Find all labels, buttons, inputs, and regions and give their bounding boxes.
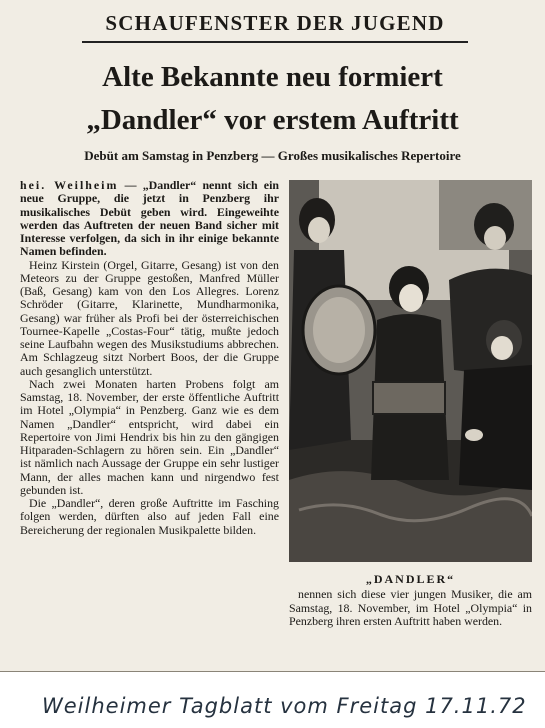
- caption-title: „DANDLER“: [365, 572, 456, 586]
- article-paragraph: Heinz Kirstein (Orgel, Gitarre, Gesang) ist von den Meteors zu der Gruppe gestoßen, Manfred Müller (Baß, Gesang) kam von den Los Allegres. Lorenz Schröder (Gitarre, Klarinette, Mundharmonika, Gesang) war früher als Profi bei der österreichischen Tournee-Kapelle „Costas-Four“ tätig, mußte jedoch seine Laufbahn wegen des Musikstudiums abbrechen. Am Schlagzeug sitzt Norbert Boos, der die Gruppe auch gesanglich unterstützt.: [20, 257, 279, 378]
- article-body: [20, 179, 279, 537]
- article-paragraph: Die „Dandler“, deren große Auftritte im Fasching folgen werden, dürften also auf jeden Fall eine Bereicherung der regionalen Musikpalette bilden.: [20, 496, 279, 537]
- section-divider: [82, 41, 468, 43]
- headline-line-1: Alte Bekannte neu formiert: [102, 61, 443, 93]
- photo-caption: [289, 588, 532, 629]
- lead-text: — „Dandler“ nennt sich ein neue Gruppe, die jetzt in Penzberg ihr musikalisches Debüt geben wird. Eingeweihte werden das Auftreten der neuen Band sicher mit Interesse verfolgen, da sich in ihr einige bekannte Namen befinden.: [20, 178, 279, 259]
- caption-text: nennen sich diese vier jungen Musiker, die am Samstag, 18. November, im Hotel „Olympia“ in Penzberg ihren ersten Auftritt haben werden.: [289, 587, 532, 628]
- subheadline: Debüt am Samstag in Penzberg — Großes musikalisches Repertoire: [84, 148, 461, 163]
- article-paragraph: Nach zwei Monaten harten Probens folgt am Samstag, 18. November, der erste öffentliche Auftritt im Hotel „Olympia“ in Penzberg. Ganz wie es dem Namen „Dandler“ entspricht, wird dabei ein Repertoire von Jimi Hendrix bis hin zu den gängigen Hitparaden-Schlagern zu hören sein. Ein „Dandler“ ist nämlich nach Aussage der Gruppe ein sehr lustiger Mann, der alles machen kann und nirgendwo fest gebunden ist.: [20, 376, 279, 497]
- article-paragraph-lead: [20, 179, 279, 259]
- band-photo-illustration: [289, 180, 532, 562]
- handwritten-source-note: Weilheimer Tagblatt vom Freitag 17.11.72: [42, 694, 527, 718]
- headline-line-2: „Dandler“ vor erstem Auftritt: [86, 104, 459, 136]
- band-photo: [289, 180, 532, 562]
- dateline: hei. Weilheim: [20, 178, 119, 192]
- section-title: SCHAUFENSTER DER JUGEND: [105, 11, 445, 35]
